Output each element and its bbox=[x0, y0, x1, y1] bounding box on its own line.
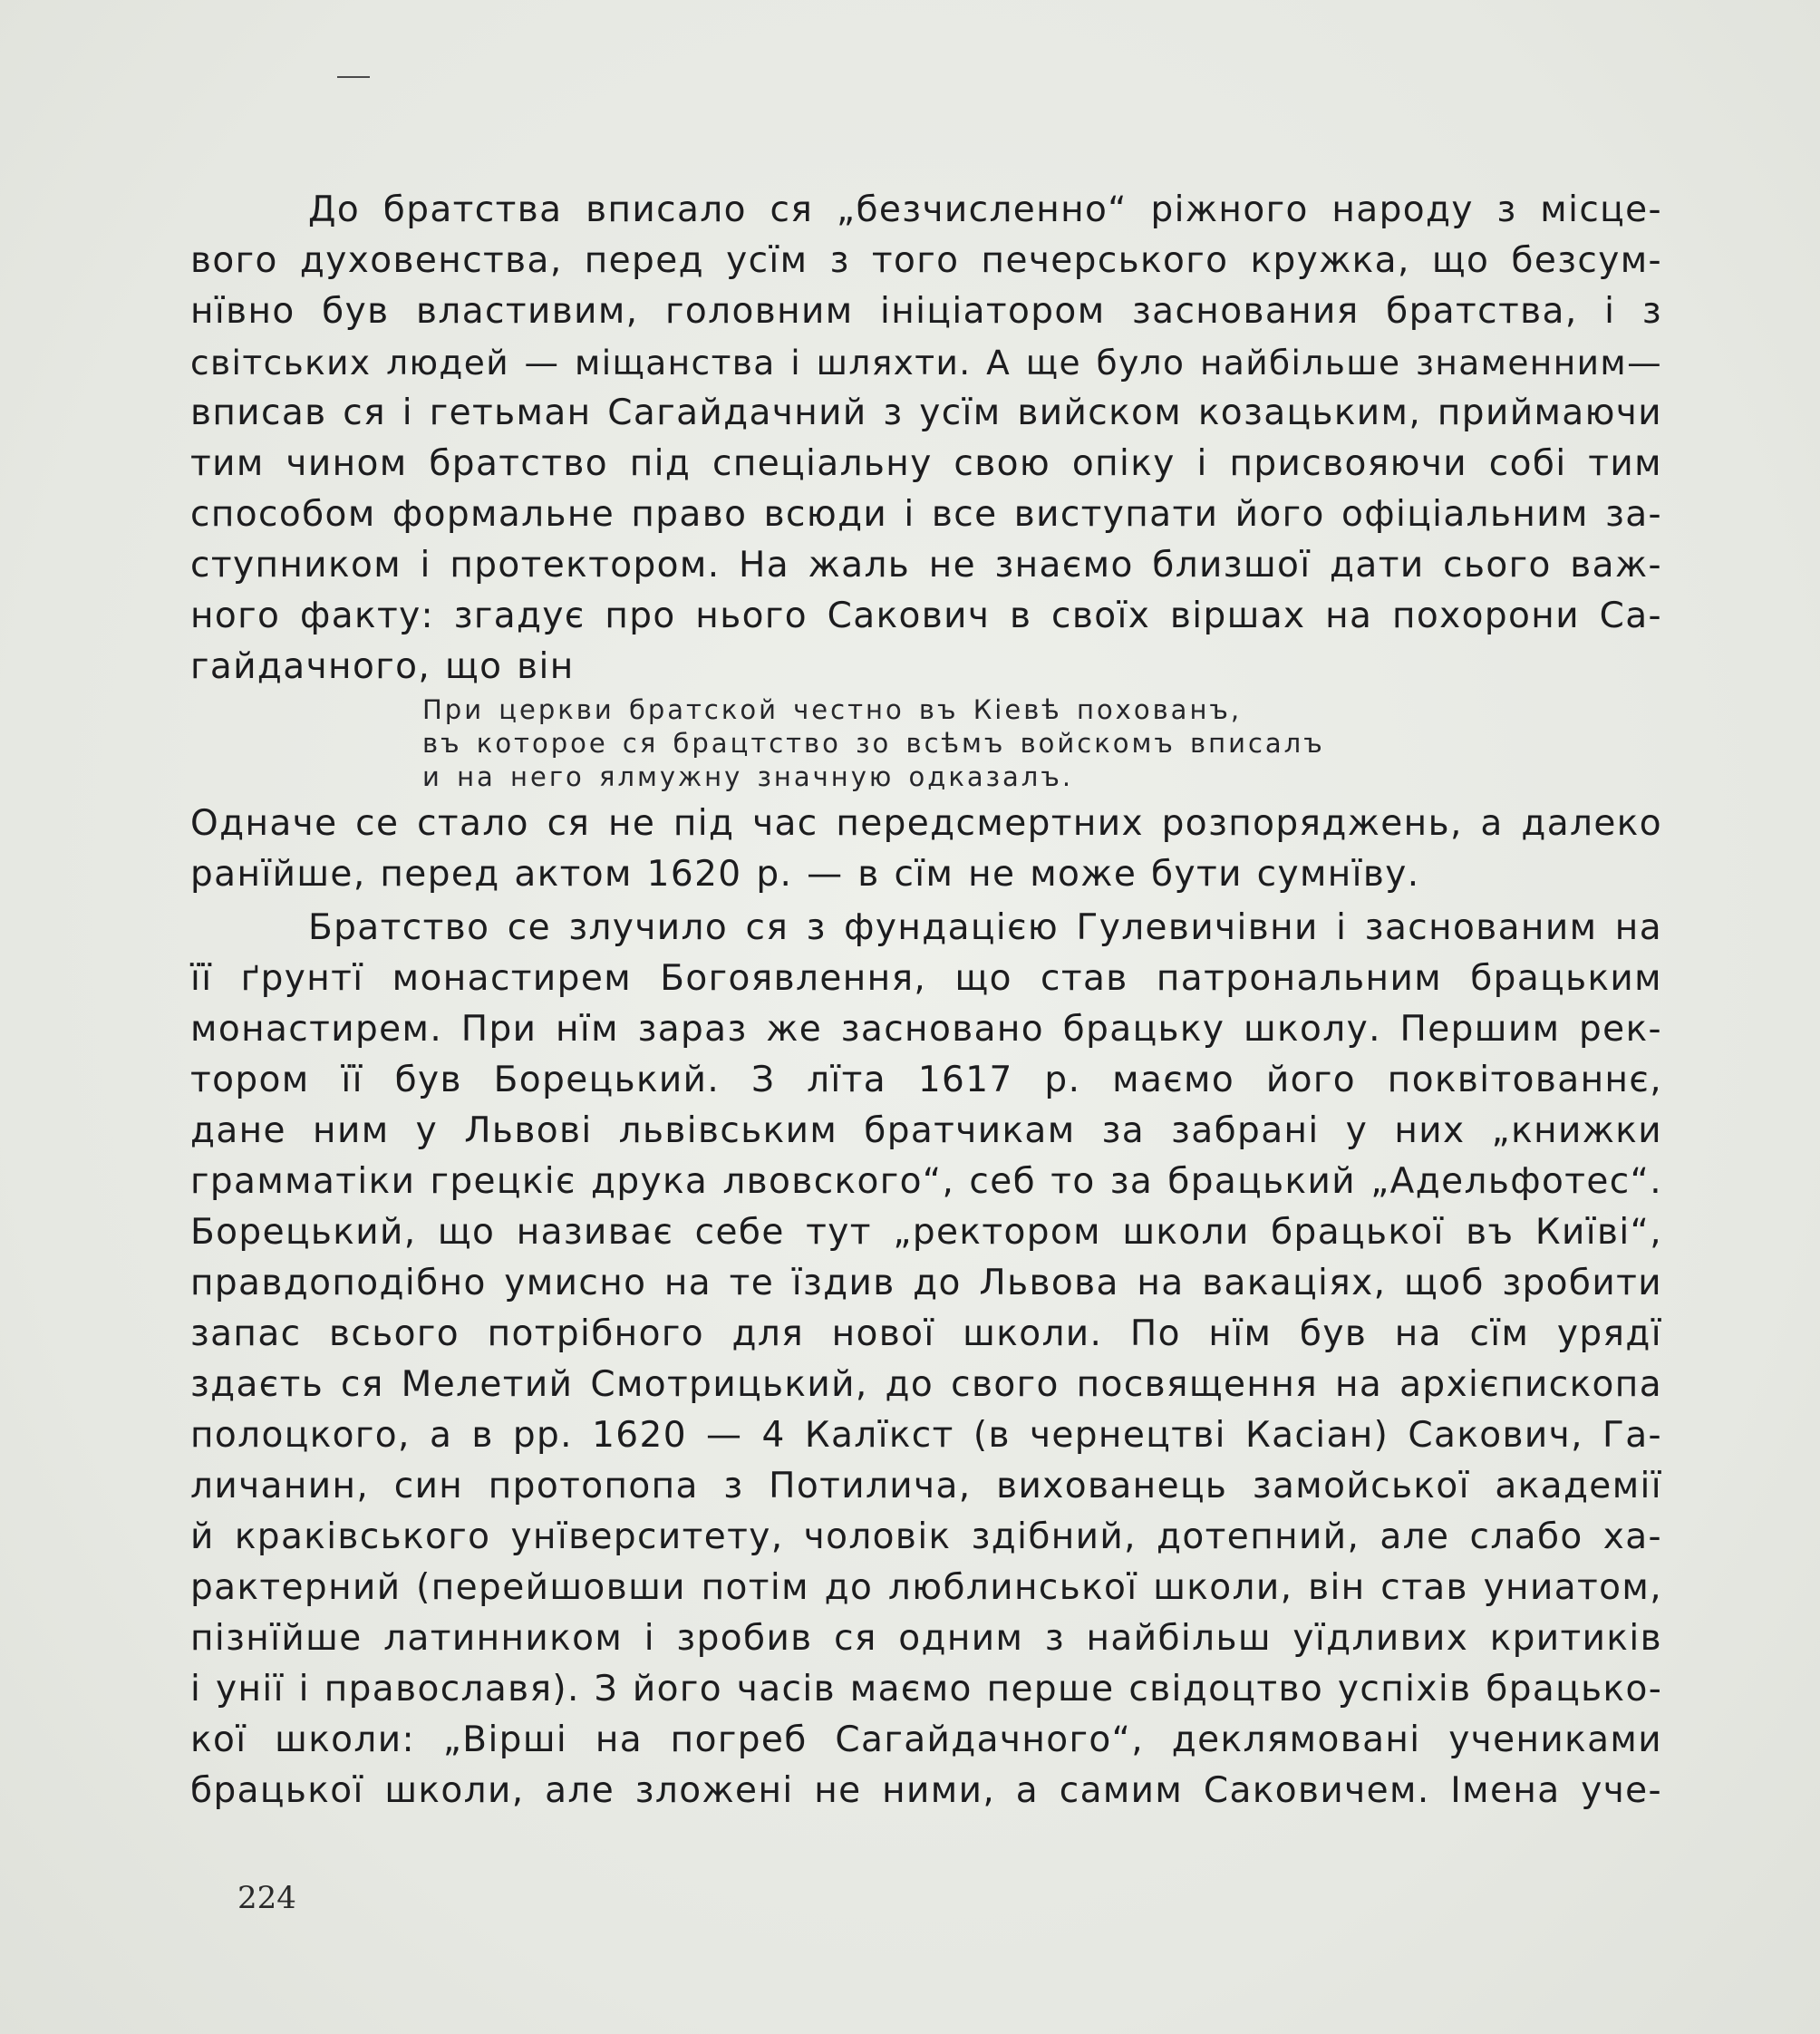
page-number: 224 bbox=[237, 1880, 296, 1916]
text-line: дане ним у Львові львівським братчикам за забрані у них „книжки bbox=[190, 1110, 1662, 1151]
text-line: запас всього потрібного для нової школи. По нїм був на сїм урядї bbox=[190, 1313, 1662, 1354]
verse-line: въ которое ся брацтство зо всѣмъ войскомъ вписалъ bbox=[422, 728, 1325, 759]
text-line: пізнїйше латинником і зробив ся одним з найбільш уїдливих критиків bbox=[190, 1618, 1662, 1659]
text-line: гайдачного, що він bbox=[190, 646, 575, 687]
text-line: монастирем. При нїм зараз же засновано брацьку школу. Першим рек- bbox=[190, 1009, 1662, 1050]
text-line: способом формальне право всюди і все виступати його офіціальним за- bbox=[190, 494, 1662, 535]
text-line: Одначе се стало ся не під час передсмертних розпоряджень, а далеко bbox=[190, 803, 1662, 844]
text-line: й краківського унїверситету, чоловік здібний, дотепний, але слабо ха- bbox=[190, 1516, 1662, 1557]
text-line: тим чином братство під спеціальну свою опіку і присвояючи собі тим bbox=[190, 443, 1662, 484]
text-line: Борецький, що називає себе тут „ректором школи брацької въ Київі“, bbox=[190, 1212, 1662, 1253]
text-line: грамматіки грецкіє друка лвовского“, себ то за брацький „Адельфотес“. bbox=[190, 1161, 1662, 1202]
text-line: полоцкого, а в рр. 1620 — 4 Калїкст (в чернецтві Касіан) Сакович, Га- bbox=[190, 1415, 1662, 1456]
text-line: вписав ся і гетьман Сагайдачний з усїм вийском козацьким, приймаючи bbox=[190, 392, 1662, 433]
text-line: світських людей — міщанства і шляхти. А ще було найбільше знаменним— bbox=[190, 343, 1662, 383]
text-line: личанин, син протопопа з Потилича, вихованець замойської академії bbox=[190, 1466, 1662, 1506]
text-line: До братства вписало ся „безчисленно“ ріжного народу з місце- bbox=[308, 189, 1662, 230]
text-line: здаєть ся Мелетий Смотрицький, до свого посвящення на архієпископа bbox=[190, 1364, 1662, 1405]
text-line: ступником і протектором. На жаль не знаємо близшої дати сього важ- bbox=[190, 545, 1662, 586]
text-line: брацької школи, але зложені не ними, а самим Саковичем. Імена уче- bbox=[190, 1770, 1662, 1811]
text-line: її ґрунтї монастирем Богоявлення, що став патрональним брацьким bbox=[190, 958, 1662, 999]
text-line: Братство се злучило ся з фундацією Гулевичівни і заснованим на bbox=[308, 907, 1662, 948]
text-line: рактерний (перейшовши потім до люблинської школи, він став униатом, bbox=[190, 1567, 1662, 1608]
verse-line: и на него ялмужну значную одказалъ. bbox=[422, 761, 1074, 792]
verse-line: При церкви братской честно въ Кіевѣ похованъ, bbox=[422, 694, 1243, 725]
text-line: і унії і православя). З його часів маємо перше свідоцтво успіхів брацько- bbox=[190, 1669, 1663, 1710]
top-rule bbox=[337, 76, 370, 78]
text-line: нївно був властивим, головним ініціатором заснования братства, і з bbox=[190, 291, 1662, 332]
text-line: тором її був Борецький. З лїта 1617 р. маємо його поквітованнє, bbox=[190, 1060, 1662, 1100]
text-line: правдоподібно умисно на те їздив до Львова на вакаціях, щоб зробити bbox=[190, 1263, 1662, 1303]
text-line: ного факту: згадує про нього Сакович в своїх віршах на похорони Са- bbox=[190, 596, 1662, 636]
text-line: ранїйше, перед актом 1620 р. — в сїм не може бути сумнїву. bbox=[190, 854, 1420, 895]
text-line: кої школи: „Вірші на погреб Сагайдачного“, деклямовані учениками bbox=[190, 1719, 1662, 1760]
text-line: вого духовенства, перед усїм з того печерського кружка, що безсум- bbox=[190, 240, 1662, 281]
